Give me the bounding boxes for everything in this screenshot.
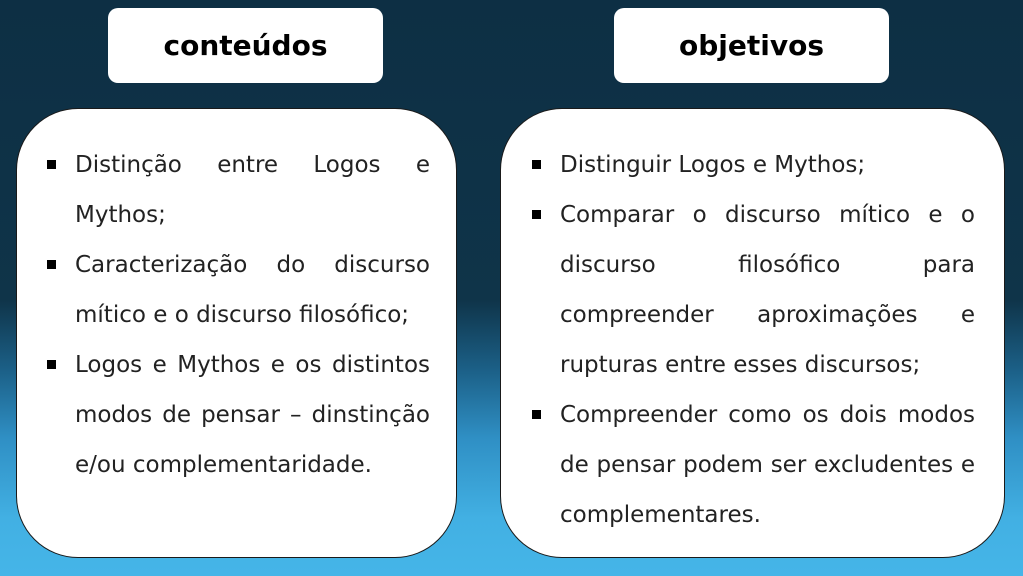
list-item [44,340,430,490]
header-objetivos [614,8,889,83]
objetivos-list [529,140,975,540]
square-bullet-icon [47,260,56,269]
square-bullet-icon [532,160,541,169]
square-bullet-icon [532,410,541,419]
list-item-text: Compreender como os dois modos de pensar podem ser excludentes e complementares. [560,402,975,528]
list-item [529,140,975,190]
list-item-text: Distinguir Logos e Mythos; [560,152,866,178]
list-item [529,190,975,390]
list-item-text: Comparar o discurso mítico e o discurso filosófico para compreender aproximações e rupturas entre esses discursos; [560,202,975,378]
header-objetivos-label: objetivos [678,29,824,62]
square-bullet-icon [532,210,541,219]
square-bullet-icon [47,360,56,369]
list-item [529,390,975,540]
list-item-text: Caracterização do discurso mítico e o discurso filosófico; [75,252,430,328]
list-item [44,140,430,240]
square-bullet-icon [47,160,56,169]
list-item-text: Distinção entre Logos e Mythos; [75,152,430,228]
header-conteudos [108,8,383,83]
header-conteudos-label: conteúdos [163,29,328,62]
list-item [44,240,430,340]
conteudos-list [44,140,430,490]
list-item-text: Logos e Mythos e os distintos modos de pensar – dinstinção e/ou complementaridade. [75,352,430,478]
